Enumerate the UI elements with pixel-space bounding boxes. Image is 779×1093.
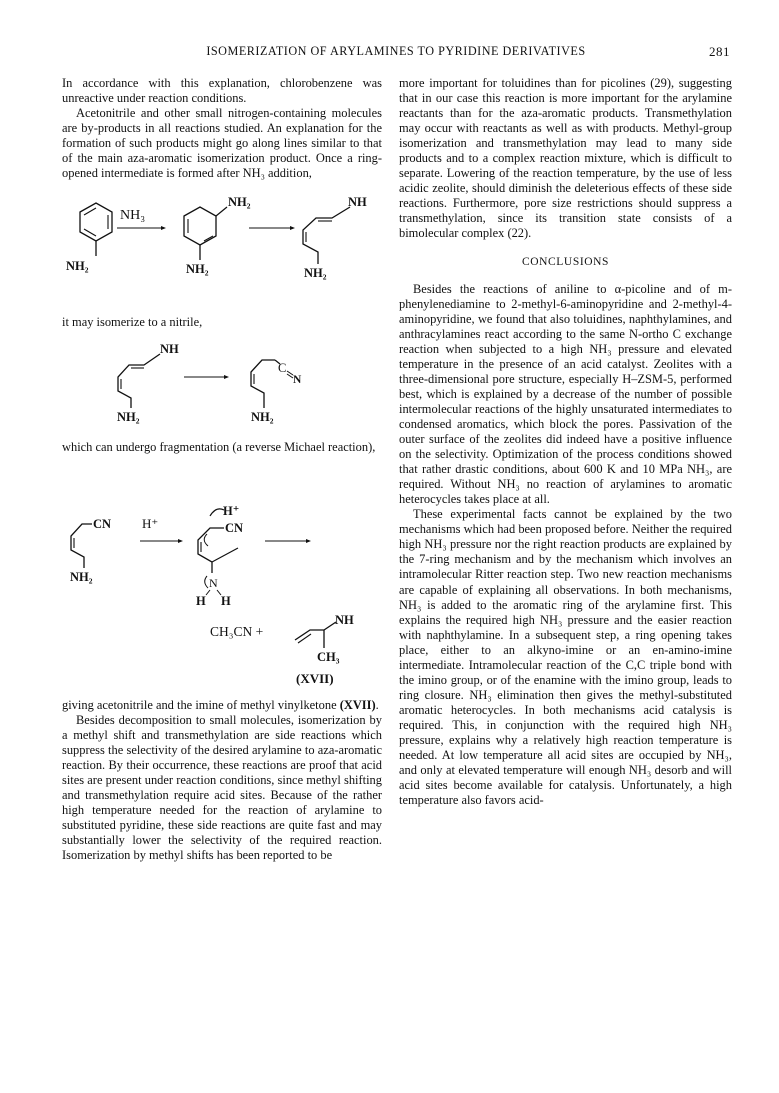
scheme1-imine-top: NH: [348, 195, 367, 209]
left-column-top: [62, 76, 382, 181]
compound-label: (XVII): [296, 671, 334, 686]
scheme3-cn-1: CN: [93, 517, 112, 531]
scheme-fragmentation: [60, 496, 380, 691]
left-column-bottom: [62, 698, 382, 864]
compound-ref: (XVII): [339, 698, 376, 712]
imine-product: [295, 622, 336, 640]
scheme-ring-opening: [60, 184, 380, 309]
scheme2-nitrile-c: C: [278, 361, 287, 375]
scheme3-proton: H⁺: [223, 504, 240, 518]
left-paragraph-3: it may isomerize to a nitrile,: [62, 315, 203, 329]
right-paragraph-1: more important for toluidines than for picolines (29), suggesting that in our case this reaction is more important for the arylamine reactants than for the aza-aromatic products. Transmethylation may occur with reactants as well as with products. Methyl-group isomerization and transmethylation may lead to many side products and to a complex reaction mixture, which is difficult to separate. Lowering of the reaction temperature, by the use of less acidic zeolite, should diminish the deleterious effects of these side reactions. Furthermore, pore size restrictions should suppress a transmethylation, since its transition state consists of a bimolecular complex (22).: [399, 76, 732, 241]
scheme2-amine-1: NH₂: [117, 410, 140, 424]
nitrile-chain: [251, 360, 275, 408]
left-paragraph-4-wrap: [62, 440, 382, 455]
left-paragraph-5: [62, 698, 382, 713]
left-paragraph-6: Besides decomposition to small molecules, isomerization by a methyl shift and transmethylation are side reactions which suppress the selectivity of the desired arylamine to aza-aromatic reaction. By their occurrence, these reactions are proof that acid sites are present under reaction conditions, since methyl shifting and transmethylation require acid sites. Because of the rather high temperature needed for the reaction of arylamine to substituted pyridine, these side reactions are quite fast and may substantially lower the selectivity of the required reaction. Isomerization by methyl shifts has been reported to be: [62, 713, 382, 863]
open-chain-imine: [303, 207, 350, 264]
scheme2-amine-2: NH₂: [251, 410, 274, 424]
left-paragraph-5-end: .: [375, 698, 379, 712]
running-title: ISOMERIZATION OF ARYLAMINES TO PYRIDINE DERIVATIVES: [206, 44, 586, 58]
protonated-chain: [198, 528, 224, 573]
diene-ring: [184, 207, 216, 245]
scheme3-nitrogen: N: [209, 576, 218, 590]
scheme3-h-right: H: [221, 594, 231, 608]
scheme3-product-nh: NH: [335, 613, 354, 627]
scheme1-imine-bottom: NH₂: [304, 266, 327, 280]
running-header: [62, 44, 730, 64]
left-paragraph-5-text: giving acetonitrile and the imine of methyl vinylketone: [62, 698, 340, 712]
scheme3-product-ch3: CH₃: [317, 650, 340, 664]
section-heading: CONCLUSIONS: [521, 255, 610, 268]
left-paragraph-2: Acetonitrile and other small nitrogen-containing molecules are by-products in all reactions studied. An explanation for the formation of such products might go along lines similar to that of the main aza-aromatic isomerization product. Once a ring-opened intermediate is formed after NH₃ addition,: [62, 106, 382, 181]
scheme3-amine: NH₂: [70, 570, 93, 584]
scheme1-amine-1: NH₂: [66, 259, 89, 273]
right-paragraph-3: These experimental facts cannot be explained by the two mechanisms which had been proposed before. Neither the required high NH₃ pressure nor the right reaction products are explained by the 7-ring mechanism and by the mechanism which involves an intramolecular Ritter reaction step. Two new reaction mechanisms are capable of explaining all observations. In both mechanisms, NH₃ is added to the aromatic ring of the arylamine first. This explains the required high NH₃ pressure and the easier reaction with naphthylamine. In a subsequent step, a ring opening takes place, either to an alkyno-imine or an en-amino-imine intermediate. Intramolecular reaction of the C,C triple bond with the imino group, or of the enamine with the imino group, leads to ring closure. NH₃ elimination then gives the methyl-substituted aromatic heterocycles. In both mechanisms acid catalysis is required. This, in conjunction with the required high NH₃ pressure, explains why a relatively high reaction temperature is needed. At low temperature all acid sites are occupied by NH₃, and only at elevated temperature will enough NH₃ desorb and will acid sites become available for catalysis. Unfortunately, a high temperature also favors acid-: [399, 507, 732, 808]
left-paragraph-4: which can undergo fragmentation (a reverse Michael reaction),: [62, 440, 376, 454]
imine-chain: [118, 354, 160, 408]
scheme1-amine-2-bottom: NH₂: [186, 262, 209, 276]
left-paragraph-1: In accordance with this explanation, chlorobenzene was unreactive under reaction conditions.: [62, 76, 382, 106]
right-paragraph-2: Besides the reactions of aniline to α-picoline and of m-phenylenediamine to 2-methyl-6-aminopyridine and 2-methyl-4-aminopyridine, we found that also toluidines, naphthylamines, and anthracylamines react according to the same N-ortho C exchange reaction when subjected to a high NH₃ pressure and elevated temperature in the presence of an acid catalyst. Zeolites with a three-dimensional pore structure, especially H–ZSM-5, performed best, which is explained by a decrease of the number of possible intermolecular reactions of the highly unsaturated intermediates to condensed aromatics, which block the pores. Passivation of the outer surface of the zeolites did indeed have a positive influence on the selectivity. Optimization of the process conditions showed that rather drastic conditions, about 600 K and 10 MPa NH₃, are required. Without NH₃ no reaction of arylamines to aromatic heterocycles takes place at all.: [399, 281, 732, 507]
scheme3-h-left: H: [196, 594, 206, 608]
scheme2-imine-top: NH: [160, 342, 179, 356]
scheme2-nitrile-n: N: [293, 374, 302, 386]
scheme3-reagent: H⁺: [142, 516, 159, 531]
right-column: [399, 76, 732, 808]
page-number: 281: [709, 44, 730, 59]
scheme3-acetonitrile: CH₃CN +: [210, 624, 264, 639]
scheme1-amine-2-top: NH₂: [228, 195, 251, 209]
scheme3-cn-2: CN: [225, 521, 244, 535]
scheme-nitrile-isomerization: [100, 342, 360, 427]
scheme1-reagent: NH₃: [120, 208, 146, 223]
benzene-ring: [80, 203, 112, 241]
